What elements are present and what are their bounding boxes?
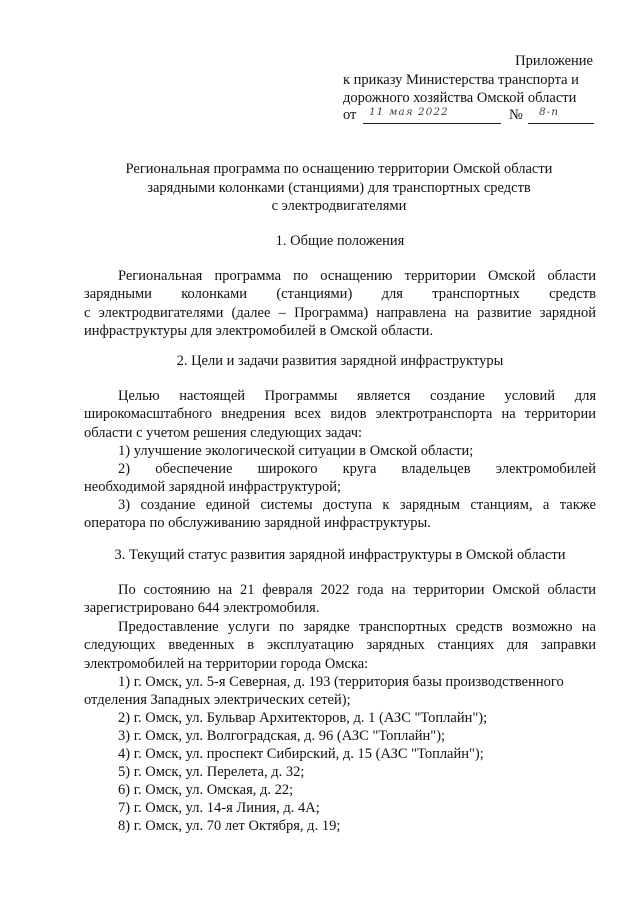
number-underline (528, 123, 594, 124)
date-underline (363, 123, 501, 124)
section-3-heading: 3. Текущий статус развития зарядной инфраструктуры в Омской области (114, 547, 566, 563)
date-label: от (343, 107, 357, 123)
station-item-6: 6) г. Омск, ул. Омская, д. 22; (118, 782, 294, 798)
section-2-paragraph: Целью настоящей Программы является создание условий для широкомасштабного внедрения всех видов электротранспорта на территории области с учетом решения следующих задач: (84, 388, 596, 441)
task-item-2: 2) обеспечение широкого круга владельцев электромобилей необходимой зарядной инфраструктурой; (84, 461, 596, 496)
order-date-number-row (343, 107, 595, 127)
title-line-1: Региональная программа по оснащению территории Омской области (125, 161, 553, 177)
number-label: № (509, 107, 523, 123)
station-item-4: 4) г. Омск, ул. проспект Сибирский, д. 15 (АЗС "Топлайн"); (118, 746, 484, 762)
section-3-paragraph-1: По состоянию на 21 февраля 2022 года на территории Омской области зарегистрировано 644 электромобиля. (84, 582, 596, 617)
program-title (104, 160, 574, 216)
annex-line-1: Приложение (515, 53, 593, 69)
title-line-2: зарядными колонками (станциями) для транспортных средств (147, 179, 531, 196)
title-line-3: с электродвигателями (271, 198, 407, 214)
task-item-3: 3) создание единой системы доступа к зарядным станциям, а также оператора по обслуживанию зарядной инфраструктуры. (84, 497, 596, 532)
section-2-heading: 2. Цели и задачи развития зарядной инфраструктуры (176, 353, 504, 369)
section-1-heading: 1. Общие положения (275, 233, 405, 249)
task-item-1: 1) улучшение экологической ситуации в Омской области; (118, 443, 474, 459)
section-1-paragraph: Региональная программа по оснащению территории Омской области зарядными колонками (станциями) для транспортных средств с электродвигателями (далее – Программа) направлена на развитие зарядной инфраструктуры для электромобилей в Омской области. (84, 268, 596, 339)
station-item-1: 1) г. Омск, ул. 5-я Северная, д. 193 (территория базы производственного (118, 674, 564, 690)
station-item-7: 7) г. Омск, ул. 14-я Линия, д. 4А; (118, 800, 320, 816)
section-3-paragraph-2: Предоставление услуги по зарядке транспортных средств возможно на следующих введенных в эксплуатацию зарядных станциях для заправки электромобилей на территории города Омска: (84, 619, 596, 672)
annex-header (343, 52, 593, 108)
annex-line-3: дорожного хозяйства Омской области (343, 90, 577, 106)
station-item-8: 8) г. Омск, ул. 70 лет Октября, д. 19; (118, 818, 341, 834)
annex-line-2: к приказу Министерства транспорта и (343, 71, 579, 88)
station-item-5: 5) г. Омск, ул. Перелета, д. 32; (118, 764, 305, 780)
handwritten-number: 8-п (539, 106, 559, 118)
handwritten-date: 11 мая 2022 (369, 106, 449, 118)
station-item-2: 2) г. Омск, ул. Бульвар Архитекторов, д. 1 (АЗС "Топлайн"); (118, 710, 488, 726)
station-item-3: 3) г. Омск, ул. Волгоградская, д. 96 (АЗС "Топлайн"); (118, 728, 446, 744)
station-item-1-cont: отделения Западных электрических сетей); (84, 692, 351, 708)
